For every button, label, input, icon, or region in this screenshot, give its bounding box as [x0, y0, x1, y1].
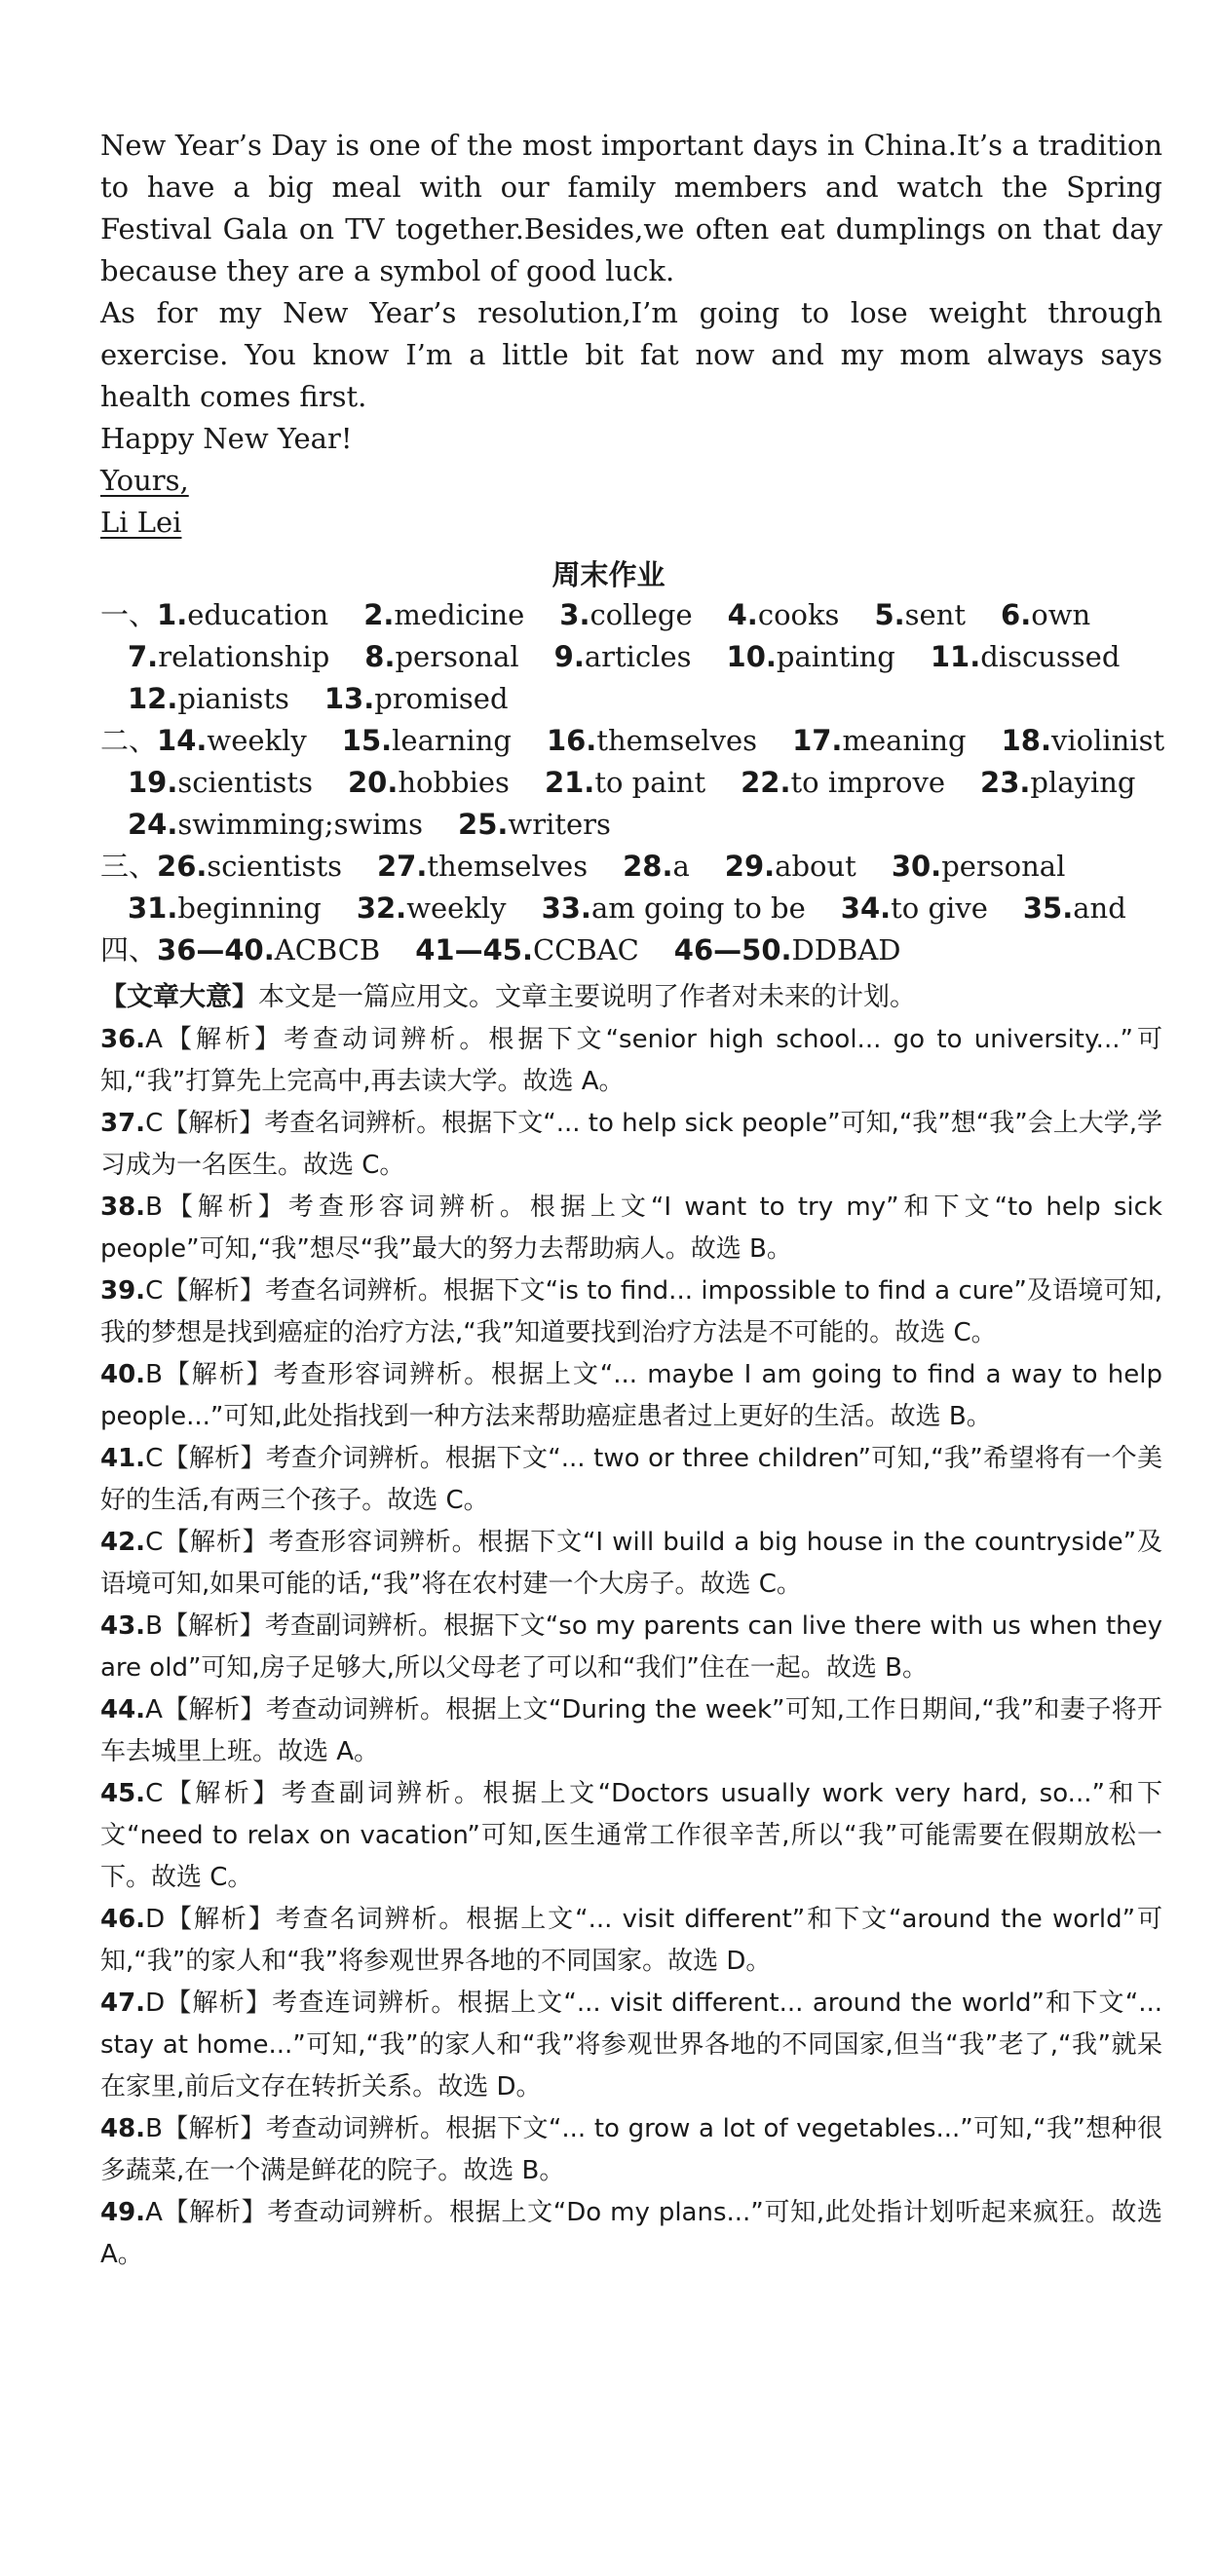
- answer-item: 33.am going to be: [541, 891, 806, 925]
- explanation-item: 48.B【解析】考查动词辨析。根据下文“... to grow a lot of vegetables...”可知,“我”想种很多蔬菜,在一个满是鲜花的院子。故选 B。: [100, 2114, 1162, 2185]
- explanation-item: 47.D【解析】考查连词辨析。根据上文“... visit different... around the world”和下文“... stay at home...”可知,“我”的家人和“我”将参观世界各地的不同国家,但当“我”老了,“我”就呆在家里,前后文存在转折关系。故选 D。: [100, 1989, 1162, 2102]
- answer-line: [100, 594, 1192, 636]
- explanation-item: 36.A【解析】考查动词辨析。根据下文“senior high school... go to university...”可知,“我”打算先上完高中,再去读大学。故选 A。: [100, 1025, 1162, 1096]
- part-mark: 二、: [100, 724, 158, 757]
- explanation-item: 44.A【解析】考查动词辨析。根据上文“During the week”可知,工作日期间,“我”和妻子将开车去城里上班。故选 A。: [100, 1695, 1162, 1766]
- answer-line: [100, 762, 1192, 804]
- answer-item: 10.painting: [726, 640, 895, 673]
- answer-item: 24.swimming;swims: [128, 808, 424, 841]
- answer-line: [100, 846, 1192, 888]
- answer-item: 21.to paint: [544, 766, 706, 799]
- explanation-item: 39.C【解析】考查名词辨析。根据下文“is to find... impossible to find a cure”及语境可知,我的梦想是找到癌症的治疗方法,“我”知道要找到治疗方法是不可能的。故选 C。: [100, 1276, 1162, 1347]
- answer-item: 17.meaning: [792, 724, 967, 757]
- answer-item: 36—40.ACBCB: [157, 933, 381, 966]
- answer-item: 2.medicine: [363, 598, 525, 631]
- letter-text: [100, 125, 1162, 544]
- answer-item: 30.personal: [891, 850, 1066, 883]
- part-mark: 一、: [100, 598, 158, 631]
- explanation-item: 38.B【解析】考查形容词辨析。根据上文“I want to try my”和下文“to help sick people”可知,“我”想尽“我”最大的努力去帮助病人。故选 B。: [100, 1193, 1162, 1264]
- answer-item: 27.themselves: [376, 850, 589, 883]
- answer-item: 32.weekly: [356, 891, 507, 925]
- answer-item: 19.scientists: [128, 766, 313, 799]
- explanation-item: 45.C【解析】考查副词辨析。根据上文“Doctors usually work very hard, so...”和下文“need to relax on vacation”可知,医生通常工作很辛苦,所以“我”可能需要在假期放松一下。故选 C。: [100, 1779, 1162, 1892]
- answer-item: 46—50.DDBAD: [673, 933, 901, 966]
- answer-item: 7.relationship: [128, 640, 330, 673]
- answer-item: 25.writers: [458, 808, 611, 841]
- answer-item: 26.scientists: [157, 850, 342, 883]
- answer-item: 16.themselves: [546, 724, 758, 757]
- answer-item: 1.education: [157, 598, 329, 631]
- explanation-item: 43.B【解析】考查副词辨析。根据下文“so my parents can live there with us when they are old”可知,房子足够大,所以父母老了可以和“我们”住在一起。故选 B。: [100, 1611, 1162, 1683]
- article-summary: [100, 976, 1162, 1018]
- answer-line: [100, 804, 1192, 846]
- explanation-list: [100, 1019, 1162, 2276]
- answer-line: [100, 678, 1192, 720]
- explanation-item: 49.A【解析】考查动词辨析。根据上文“Do my plans...”可知,此处指计划听起来疯狂。故选 A。: [100, 2198, 1162, 2269]
- answer-item: 12.pianists: [128, 682, 289, 715]
- summary-text: 本文是一篇应用文。文章主要说明了作者对未来的计划。: [258, 982, 916, 1012]
- answer-item: 4.cooks: [727, 598, 840, 631]
- answer-item: 23.playing: [980, 766, 1136, 799]
- answer-item: 5.sent: [874, 598, 967, 631]
- answer-item: 22.to improve: [741, 766, 946, 799]
- explanation-item: 37.C【解析】考查名词辨析。根据下文“... to help sick people”可知,“我”想“我”会上大学,学习成为一名医生。故选 C。: [100, 1109, 1162, 1180]
- answer-item: 8.personal: [364, 640, 519, 673]
- answer-item: 18.violinist: [1001, 724, 1165, 757]
- part-mark: 四、: [100, 933, 158, 966]
- answer-item: 34.to give: [840, 891, 988, 925]
- answer-item: 13.promised: [323, 682, 509, 715]
- answer-line: [100, 929, 1192, 971]
- letter-closing: Yours,: [100, 464, 189, 497]
- answer-line: [100, 636, 1192, 678]
- letter-greeting: Happy New Year!: [100, 422, 353, 455]
- letter-signature: Li Lei: [100, 506, 182, 539]
- explanation-item: 42.C【解析】考查形容词辨析。根据下文“I will build a big house in the countryside”及语境可知,如果可能的话,“我”将在农村建一个大房子。故选 C。: [100, 1528, 1162, 1599]
- explanation-item: 40.B【解析】考查形容词辨析。根据上文“... maybe I am going to find a way to help people...”可知,此处指找到一种方法来帮助癌症患者过上更好的生活。故选 B。: [100, 1360, 1162, 1431]
- answer-item: 28.a: [623, 850, 690, 883]
- answer-item: 15.learning: [341, 724, 512, 757]
- answer-list: [100, 594, 1192, 971]
- explanation-item: 41.C【解析】考查介词辨析。根据下文“... two or three children”可知,“我”希望将有一个美好的生活,有两三个孩子。故选 C。: [100, 1444, 1162, 1515]
- answer-item: 35.and: [1022, 891, 1126, 925]
- answer-line: [100, 720, 1192, 762]
- explanation-item: 46.D【解析】考查名词辨析。根据上文“... visit different”和下文“around the world”可知,“我”的家人和“我”将参观世界各地的不同国家。故选 D。: [100, 1905, 1162, 1976]
- answer-item: 6.own: [1001, 598, 1091, 631]
- summary-label: 【文章大意】: [100, 982, 258, 1012]
- section-title: 周末作业: [551, 558, 666, 591]
- answer-item: 9.articles: [553, 640, 692, 673]
- answer-item: 14.weekly: [157, 724, 307, 757]
- answer-item: 20.hobbies: [347, 766, 510, 799]
- letter-paragraph-1: New Year’s Day is one of the most important days in China.It’s a tradition to have a big meal with our family members and watch the Spring Festival Gala on TV together.Besides,we often eat dumplings on that day because they are a symbol of good luck.: [100, 129, 1162, 287]
- answer-item: 41—45.CCBAC: [415, 933, 639, 966]
- answer-line: [100, 888, 1192, 929]
- answer-item: 11.discussed: [930, 640, 1121, 673]
- answer-item: 29.about: [724, 850, 856, 883]
- part-mark: 三、: [100, 850, 158, 883]
- letter-paragraph-2: As for my New Year’s resolution,I’m going to lose weight through exercise. You know I’m a little bit fat now and my mom always says health comes first.: [100, 296, 1162, 413]
- answer-item: 3.college: [559, 598, 693, 631]
- answer-item: 31.beginning: [128, 891, 322, 925]
